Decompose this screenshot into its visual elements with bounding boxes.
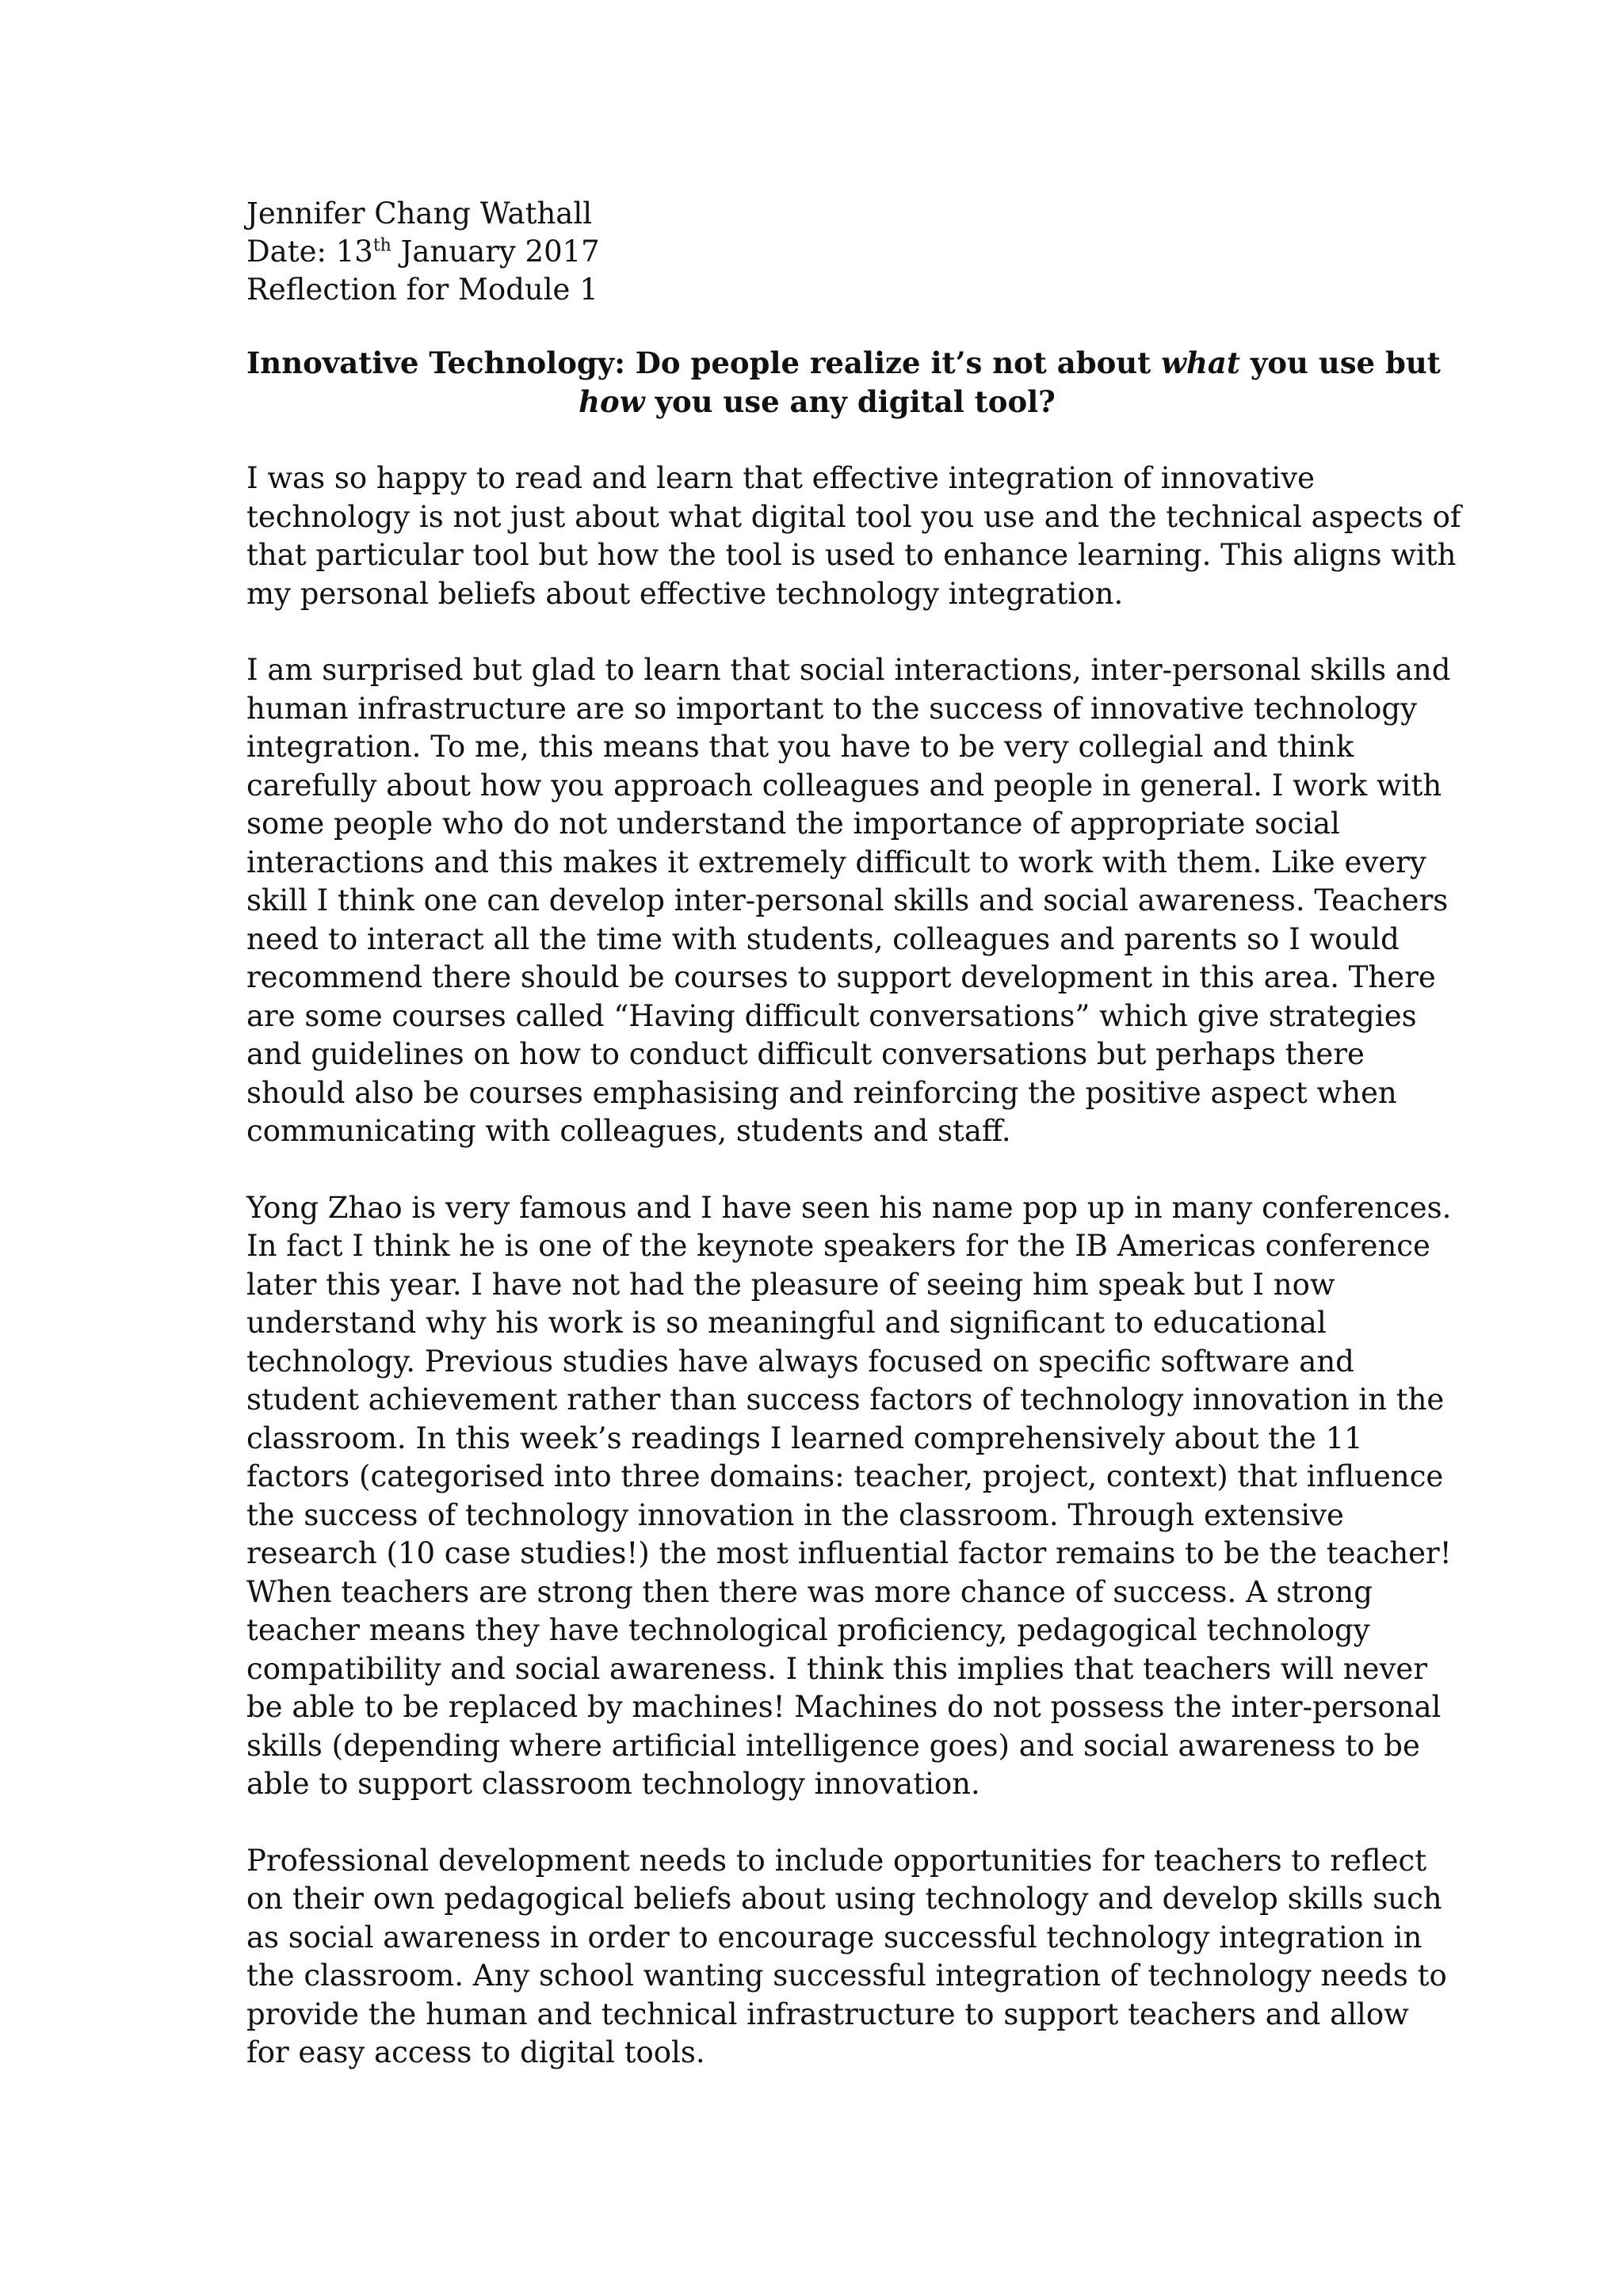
title-line-1-text-a: Innovative Technology: Do people realize it’s not about — [246, 345, 1162, 380]
paragraph-line: technology. Previous studies have always focused on specific software and — [246, 1344, 1354, 1379]
author-name: Jennifer Chang Wathall — [246, 196, 593, 231]
paragraph-line: able to support classroom technology innovation. — [246, 1767, 980, 1801]
document-subtitle: Reflection for Module 1 — [246, 273, 598, 307]
paragraph-line: Yong Zhao is very famous and I have seen his name pop up in many conferences. — [246, 1190, 1452, 1225]
paragraph-line: recommend there should be courses to support development in this area. There — [246, 960, 1436, 994]
body-text — [246, 460, 1461, 2073]
paragraph-line: should also be courses emphasising and reinforcing the positive aspect when — [246, 1075, 1397, 1110]
paragraph-line: classroom. In this week’s readings I learned comprehensively about the 11 — [246, 1421, 1363, 1455]
paragraph-line: interactions and this makes it extremely difficult to work with them. Like every — [246, 845, 1426, 879]
paragraph-line: provide the human and technical infrastructure to support teachers and allow — [246, 1997, 1409, 2031]
title-emphasis-how: how — [579, 384, 645, 419]
paragraph-line: communicating with colleagues, students and staff. — [246, 1114, 1011, 1148]
paragraph-line: integration. To me, this means that you have to be very collegial and think — [246, 730, 1354, 764]
title-line-2 — [246, 383, 1388, 421]
paragraph-line: research (10 case studies!) the most influential factor remains to be the teacher! — [246, 1536, 1452, 1570]
paragraph-line: In fact I think he is one of the keynote speakers for the IB Americas conference — [246, 1229, 1430, 1263]
paragraph-line: I was so happy to read and learn that effective integration of innovative — [246, 461, 1316, 495]
paragraph-line: factors (categorised into three domains: teacher, project, context) that influence — [246, 1459, 1444, 1493]
body-paragraph — [246, 460, 1461, 613]
paragraph-line: student achievement rather than success factors of technology innovation in the — [246, 1383, 1445, 1417]
paragraph-line: for easy access to digital tools. — [246, 2035, 705, 2069]
paragraph-line: as social awareness in order to encourage successful technology integration in — [246, 1920, 1423, 1955]
paragraph-line: Professional development needs to include opportunities for teachers to reflect — [246, 1843, 1427, 1878]
paragraph-line: and guidelines on how to conduct difficult conversations but perhaps there — [246, 1037, 1365, 1071]
title-line-1-text-b: you use but — [1239, 345, 1441, 380]
paragraph-line: that particular tool but how the tool is used to enhance learning. This aligns with — [246, 538, 1457, 572]
date-ordinal-suffix: th — [372, 235, 391, 256]
paragraph-line: human infrastructure are so important to the success of innovative technology — [246, 691, 1418, 726]
title-line-2-text: you use any digital tool? — [644, 384, 1056, 419]
paragraph-line: are some courses called “Having difficult conversations” which give strategies — [246, 998, 1417, 1033]
body-paragraph — [246, 651, 1451, 1151]
paragraph-line: be able to be replaced by machines! Machines do not possess the inter-personal — [246, 1690, 1442, 1724]
paragraph-line: carefully about how you approach colleagues and people in general. I work with — [246, 768, 1442, 803]
document-date — [246, 233, 1388, 271]
paragraph-line: some people who do not understand the importance of appropriate social — [246, 807, 1340, 841]
paragraph-line: skills (depending where artificial intelligence goes) and social awareness to be — [246, 1728, 1420, 1763]
date-rest: January 2017 — [391, 235, 600, 269]
paragraph-line: teacher means they have technological proficiency, pedagogical technology — [246, 1613, 1370, 1647]
body-paragraph — [246, 1842, 1447, 2073]
paragraph-line: technology is not just about what digital tool you use and the technical aspects of — [246, 499, 1461, 534]
document-page — [246, 195, 1461, 2073]
document-title — [246, 344, 1441, 421]
paragraph-line: I am surprised but glad to learn that social interactions, inter-personal skills and — [246, 653, 1451, 687]
paragraph-line: later this year. I have not had the pleasure of seeing him speak but I now — [246, 1267, 1335, 1302]
paragraph-line: skill I think one can develop inter-personal skills and social awareness. Teachers — [246, 883, 1449, 917]
paragraph-line: compatibility and social awareness. I think this implies that teachers will never — [246, 1651, 1428, 1686]
paragraph-line: When teachers are strong then there was more chance of success. A strong — [246, 1574, 1373, 1609]
paragraph-line: the classroom. Any school wanting successful integration of technology needs to — [246, 1958, 1447, 1993]
paragraph-line: need to interact all the time with students, colleagues and parents so I would — [246, 921, 1400, 956]
body-paragraph — [246, 1189, 1452, 1804]
title-line-1 — [246, 344, 1441, 383]
paragraph-line: understand why his work is so meaningful and significant to educational — [246, 1306, 1327, 1340]
paragraph-line: my personal beliefs about effective technology integration. — [246, 576, 1124, 611]
paragraph-line: on their own pedagogical beliefs about using technology and develop skills such — [246, 1882, 1442, 1916]
title-emphasis-what: what — [1161, 345, 1240, 380]
paragraph-line: the success of technology innovation in the classroom. Through extensive — [246, 1497, 1344, 1532]
date-prefix: Date: 13 — [246, 235, 373, 269]
